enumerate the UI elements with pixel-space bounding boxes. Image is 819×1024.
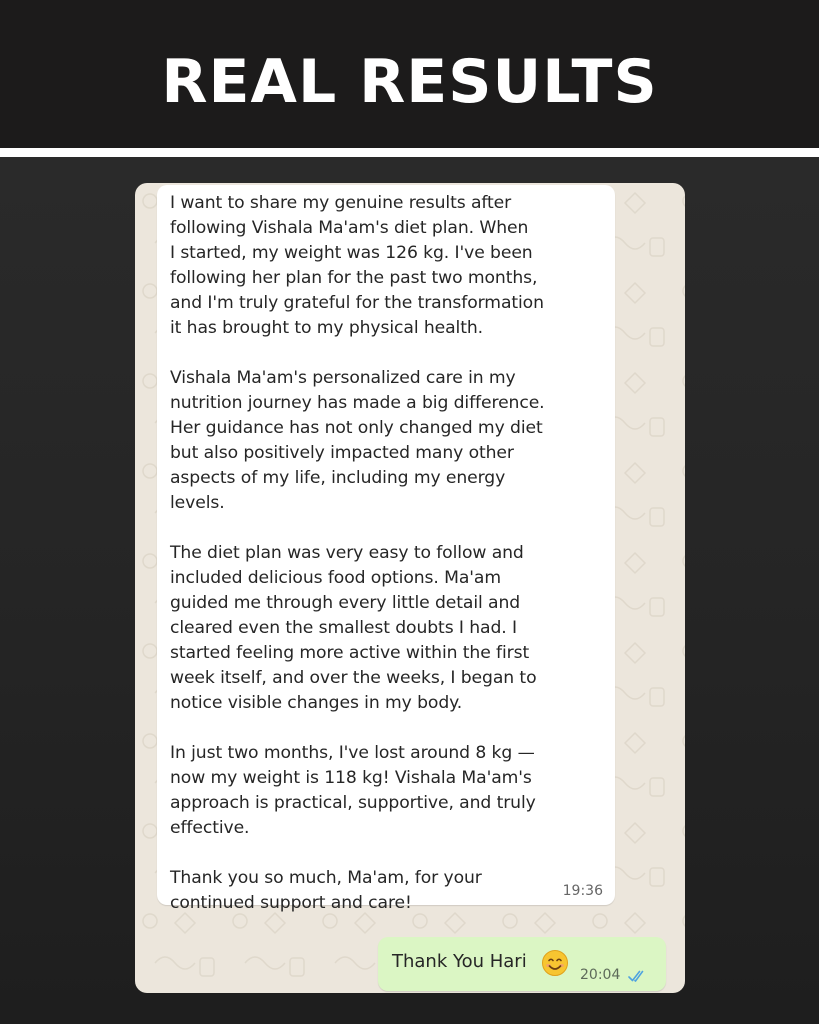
divider-line: [0, 148, 819, 157]
smiling-face-icon: [541, 949, 569, 977]
incoming-message-time: 19:36: [562, 883, 603, 899]
outgoing-message-time: 20:04: [580, 967, 621, 983]
outgoing-message-bubble[interactable]: [378, 937, 666, 991]
incoming-message-text: I want to share my genuine results after following Vishala Ma'am's diet plan. When I started, my weight was 126 kg. I've been following her plan for the past two months, and I'm truly grateful for the transformation it has brought to my physical health. Vishala Ma'am's personalized care in my nutrition journey has made a big difference. Her guidance has not only changed my diet but also positively impacted many other aspects of my life, including my energy levels. The diet plan was very easy to follow and included delicious food options. Ma'am guided me through every little detail and cleared even the smallest doubts I had. I started feeling more active within the first week itself, and over the weeks, I began to notice visible changes in my body. In just two months, I've lost around 8 kg — now my weight is 118 kg! Vishala Ma'am's approach is practical, supportive, and truly effective. Thank you so much, Ma'am, for your continued support and care!: [170, 193, 545, 913]
double-check-icon: [628, 969, 648, 983]
headline: REAL RESULTS: [161, 47, 658, 117]
incoming-message-bubble[interactable]: [157, 185, 615, 913]
outgoing-message-text: Thank You Hari: [392, 951, 527, 972]
chat-screenshot: [135, 183, 685, 993]
header-banner: [0, 0, 819, 148]
